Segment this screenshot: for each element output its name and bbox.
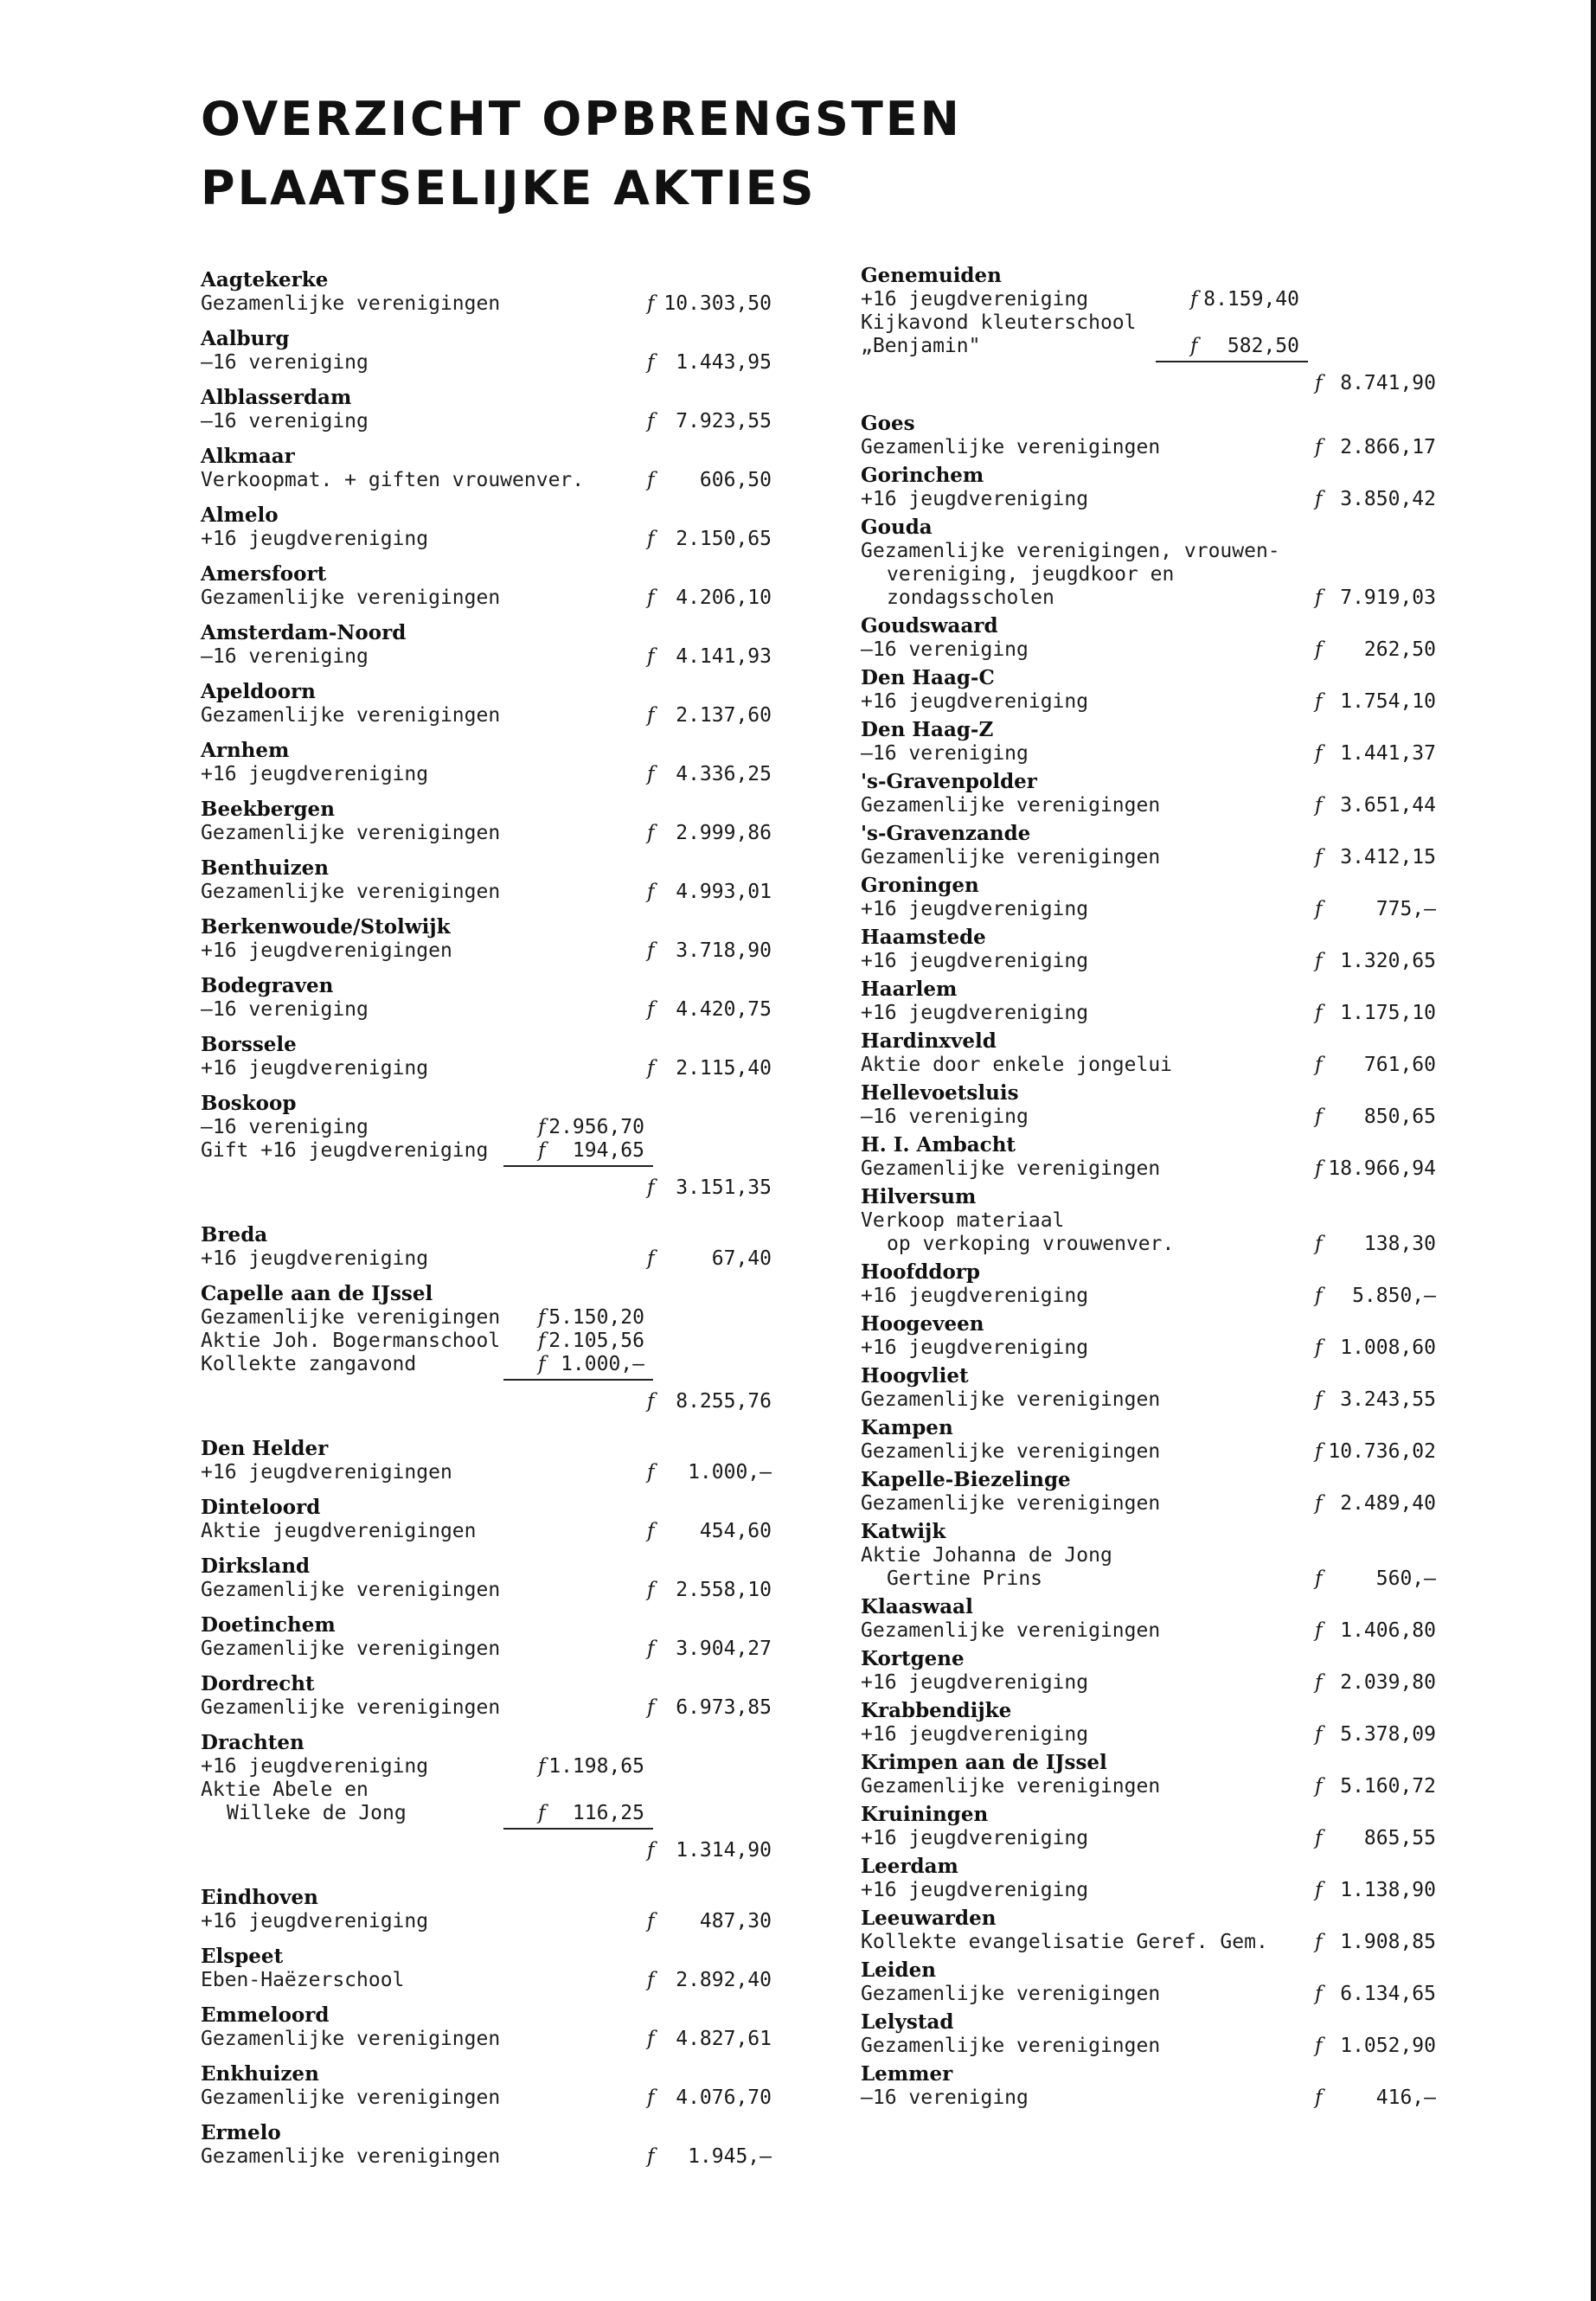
currency-symbol: f — [647, 351, 655, 374]
entry-line: +16 jeugdvereniging — [201, 1247, 429, 1270]
entry-line: —16 vereniging — [201, 998, 369, 1021]
amount: 2.115,40 — [676, 1057, 772, 1080]
entry-line: „Benjamin" — [861, 335, 981, 357]
entry-line: +16 jeugdvereniging — [201, 1755, 429, 1778]
currency-symbol: f — [647, 528, 655, 550]
entry-line: +16 jeugdvereniging — [201, 763, 429, 785]
place-name: Boskoop — [201, 1092, 297, 1115]
currency-symbol: f — [647, 645, 655, 668]
place-name: Gouda — [861, 516, 933, 539]
entry-line: Gezamenlijke verenigingen — [201, 292, 501, 315]
amount: 5.160,72 — [1340, 1775, 1436, 1798]
currency-symbol: f — [538, 1306, 546, 1329]
currency-symbol: f — [1315, 1827, 1323, 1849]
currency-symbol: f — [1315, 1054, 1323, 1076]
sub-amount: 2.956,70 — [548, 1116, 644, 1138]
entry-line: Kollekte evangelisatie Geref. Gem. — [861, 1931, 1268, 1953]
currency-symbol: f — [1315, 586, 1323, 609]
currency-symbol: f — [1315, 1619, 1323, 1642]
place-name: Eindhoven — [201, 1886, 318, 1909]
entry-line: +16 jeugdvereniging — [861, 1285, 1089, 1307]
place-name: Borssele — [201, 1033, 297, 1056]
amount: 6.134,65 — [1340, 1983, 1436, 2005]
place-name: 's-Gravenzande — [861, 822, 1031, 845]
entry-line: Gezamenlijke verenigingen — [201, 1306, 501, 1329]
amount: 2.866,17 — [1340, 436, 1436, 458]
currency-symbol: f — [1315, 1285, 1323, 1307]
amount: 4.993,01 — [676, 881, 772, 903]
amount: 2.489,40 — [1340, 1492, 1436, 1515]
currency-symbol: f — [1315, 690, 1323, 713]
page-edge-bar — [1591, 0, 1596, 2301]
entry-line: Gezamenlijke verenigingen — [861, 1619, 1161, 1642]
entry-line: Gezamenlijke verenigingen — [201, 2145, 501, 2168]
entry-line: +16 jeugdvereniging — [201, 528, 429, 550]
place-name: Krimpen aan de IJssel — [861, 1751, 1107, 1774]
amount: 1.443,95 — [676, 351, 772, 374]
currency-symbol: f — [1190, 288, 1198, 311]
amount: 3.243,55 — [1340, 1388, 1436, 1411]
amount: 67,40 — [711, 1247, 772, 1270]
place-name: Drachten — [201, 1731, 304, 1754]
entry-line: zondagsscholen — [887, 586, 1054, 609]
entry-line: Gezamenlijke verenigingen — [201, 2028, 501, 2050]
amount: 4.206,10 — [676, 586, 772, 609]
place-name: Den Haag-Z — [861, 718, 994, 741]
place-name: Elspeet — [201, 1945, 284, 1968]
amount: 3.850,42 — [1340, 488, 1436, 510]
amount: 761,60 — [1363, 1054, 1436, 1076]
currency-symbol: f — [1315, 1106, 1323, 1128]
entry-line: Gezamenlijke verenigingen — [201, 704, 501, 727]
place-name: Lemmer — [861, 2062, 953, 2086]
place-name: Almelo — [201, 503, 279, 527]
entry-line: —16 vereniging — [201, 645, 369, 668]
place-name: Leiden — [861, 1958, 936, 1982]
place-name: Aalburg — [201, 327, 290, 350]
place-name: Den Haag-C — [861, 666, 995, 689]
place-name: Kortgene — [861, 1647, 965, 1670]
currency-symbol: f — [1315, 1983, 1323, 2005]
amount: 2.039,80 — [1340, 1671, 1436, 1694]
place-name: Klaaswaal — [861, 1595, 973, 1618]
amount: 2.137,60 — [676, 704, 772, 727]
place-name: Gorinchem — [861, 464, 984, 487]
currency-symbol: f — [1315, 1440, 1323, 1463]
place-name: Hoogvliet — [861, 1364, 969, 1388]
currency-symbol: f — [647, 1057, 655, 1080]
entry-line: Gezamenlijke verenigingen — [201, 1696, 501, 1719]
place-name: Apeldoorn — [201, 680, 316, 703]
amount: 10.736,02 — [1328, 1440, 1436, 1463]
place-name: H. I. Ambacht — [861, 1133, 1016, 1157]
place-name: Kruiningen — [861, 1803, 989, 1826]
amount: 4.076,70 — [676, 2086, 772, 2109]
entry-line: +16 jeugdvereniging — [861, 1002, 1089, 1024]
sub-amount: 582,50 — [1227, 335, 1299, 357]
place-name: Arnhem — [201, 739, 290, 762]
currency-symbol: f — [1315, 1233, 1323, 1255]
currency-symbol: f — [1315, 2086, 1323, 2109]
title-line-2: PLAATSELIJKE AKTIES — [201, 161, 817, 215]
entry-line: Gezamenlijke verenigingen — [861, 1983, 1161, 2005]
entry-line: Gezamenlijke verenigingen — [861, 1492, 1161, 1515]
currency-symbol: f — [1315, 1336, 1323, 1359]
amount: 2.150,65 — [676, 528, 772, 550]
place-name: Hellevoetsluis — [861, 1081, 1019, 1105]
entry-line: Gift +16 jeugdvereniging — [201, 1139, 489, 1162]
currency-symbol: f — [1315, 1388, 1323, 1411]
place-name: Dinteloord — [201, 1496, 321, 1519]
sub-amount: 1.000,— — [561, 1353, 644, 1375]
entry-line: —16 vereniging — [861, 742, 1029, 765]
currency-symbol: f — [647, 1839, 655, 1862]
currency-symbol: f — [538, 1116, 546, 1138]
currency-symbol: f — [1315, 372, 1323, 394]
currency-symbol: f — [647, 822, 655, 844]
entry-line: —16 vereniging — [201, 1116, 369, 1138]
place-name: Berkenwoude/Stolwijk — [201, 915, 451, 939]
amount: 4.420,75 — [676, 998, 772, 1021]
currency-symbol: f — [1315, 950, 1323, 972]
entry-line: +16 jeugdvereniging — [861, 950, 1089, 972]
place-name: Hilversum — [861, 1185, 977, 1208]
currency-symbol: f — [538, 1802, 546, 1824]
entry-line: Aktie Johanna de Jong — [861, 1544, 1112, 1567]
amount: 560,— — [1375, 1567, 1436, 1590]
currency-symbol: f — [647, 1969, 655, 1991]
currency-symbol: f — [647, 2145, 655, 2168]
place-name: Amersfoort — [201, 562, 327, 586]
currency-symbol: f — [647, 1520, 655, 1542]
currency-symbol: f — [1315, 794, 1323, 817]
amount: 10.303,50 — [663, 292, 772, 315]
entry-line: +16 jeugdvereniging — [861, 690, 1089, 713]
amount: 262,50 — [1363, 638, 1436, 661]
place-name: Katwijk — [861, 1520, 946, 1543]
entry-line: Gezamenlijke verenigingen, vrouwen- — [861, 540, 1280, 562]
entry-line: Gezamenlijke verenigingen — [861, 1388, 1161, 1411]
entry-line: +16 jeugdvereniging — [861, 1879, 1089, 1901]
total-amount: 8.741,90 — [1340, 372, 1436, 394]
currency-symbol: f — [1315, 846, 1323, 868]
entry-line: Aktie Joh. Bogermanschool — [201, 1330, 501, 1352]
amount: 138,30 — [1363, 1233, 1436, 1255]
currency-symbol: f — [647, 1579, 655, 1601]
amount: 850,65 — [1363, 1106, 1436, 1128]
amount: 4.141,93 — [676, 645, 772, 668]
place-name: Aagtekerke — [201, 268, 329, 292]
place-name: Leeuwarden — [861, 1907, 997, 1930]
amount: 18.966,94 — [1328, 1157, 1436, 1180]
entry-line: op verkoping vrouwenver. — [887, 1233, 1175, 1255]
place-name: Alkmaar — [201, 445, 295, 468]
entry-line: +16 jeugdvereniging — [861, 1336, 1089, 1359]
place-name: Dordrecht — [201, 1672, 315, 1695]
amount: 1.052,90 — [1340, 2035, 1436, 2057]
sub-amount: 5.150,20 — [548, 1306, 644, 1329]
currency-symbol: f — [1315, 436, 1323, 458]
amount: 1.406,80 — [1340, 1619, 1436, 1642]
place-name: Bodegraven — [201, 974, 334, 997]
currency-symbol: f — [647, 1247, 655, 1270]
place-name: Haarlem — [861, 977, 958, 1001]
entry-line: Gezamenlijke verenigingen — [861, 1775, 1161, 1798]
place-name: Groningen — [861, 874, 979, 897]
entry-line: Aktie door enkele jongelui — [861, 1054, 1173, 1076]
total-amount: 3.151,35 — [676, 1176, 772, 1199]
entry-line: Verkoop materiaal — [861, 1209, 1065, 1232]
entry-line: Aktie jeugdverenigingen — [201, 1520, 477, 1542]
amount: 2.558,10 — [676, 1579, 772, 1601]
entry-line: Gezamenlijke verenigingen — [201, 1579, 501, 1601]
place-name: Genemuiden — [861, 264, 1002, 287]
place-name: Enkhuizen — [201, 2062, 319, 2086]
currency-symbol: f — [1315, 1157, 1323, 1180]
amount: 1.908,85 — [1340, 1931, 1436, 1953]
amount: 5.850,— — [1352, 1285, 1436, 1307]
amount: 454,60 — [699, 1520, 772, 1542]
amount: 1.441,37 — [1340, 742, 1436, 765]
place-name: Kampen — [861, 1416, 953, 1439]
entry-line: —16 vereniging — [201, 351, 369, 374]
amount: 487,30 — [699, 1910, 772, 1932]
entry-line: Gertine Prins — [887, 1567, 1043, 1590]
place-name: Hoofddorp — [861, 1260, 981, 1284]
amount: 1.320,65 — [1340, 950, 1436, 972]
place-name: Hardinxveld — [861, 1029, 997, 1053]
place-name: Alblasserdam — [201, 386, 352, 409]
amount: 7.923,55 — [676, 410, 772, 433]
entry-line: +16 jeugdverenigingen — [201, 939, 452, 962]
place-name: Den Helder — [201, 1437, 329, 1460]
entry-line: +16 jeugdvereniging — [861, 898, 1089, 920]
total-amount: 1.314,90 — [676, 1839, 772, 1862]
currency-symbol: f — [1315, 1567, 1323, 1590]
currency-symbol: f — [647, 763, 655, 785]
amount: 2.999,86 — [676, 822, 772, 844]
amount: 1.754,10 — [1340, 690, 1436, 713]
currency-symbol: f — [647, 939, 655, 962]
place-name: Kapelle-Biezelinge — [861, 1468, 1071, 1491]
sub-amount: 194,65 — [572, 1139, 644, 1162]
entry-line: +16 jeugdvereniging — [861, 488, 1089, 510]
entry-line: +16 jeugdvereniging — [861, 1723, 1089, 1746]
place-name: Capelle aan de IJssel — [201, 1282, 433, 1305]
currency-symbol: f — [647, 1696, 655, 1719]
entry-line: —16 vereniging — [861, 638, 1029, 661]
entry-line: +16 jeugdvereniging — [201, 1057, 429, 1080]
entry-line: Kollekte zangavond — [201, 1353, 417, 1375]
entry-line: Gezamenlijke verenigingen — [861, 436, 1161, 458]
place-name: Dirksland — [201, 1554, 311, 1578]
currency-symbol: f — [647, 469, 655, 491]
amount: 3.718,90 — [676, 939, 772, 962]
currency-symbol: f — [647, 1461, 655, 1484]
amount: 1.138,90 — [1340, 1879, 1436, 1901]
place-name: 's-Gravenpolder — [861, 770, 1037, 793]
amount: 5.378,09 — [1340, 1723, 1436, 1746]
currency-symbol: f — [647, 1176, 655, 1199]
currency-symbol: f — [538, 1330, 546, 1352]
currency-symbol: f — [647, 998, 655, 1021]
place-name: Krabbendijke — [861, 1699, 1012, 1722]
currency-symbol: f — [1315, 2035, 1323, 2057]
amount: 4.336,25 — [676, 763, 772, 785]
subtotal-rule — [1156, 361, 1308, 362]
currency-symbol: f — [1315, 1723, 1323, 1746]
entry-line: Gezamenlijke verenigingen — [861, 794, 1161, 817]
amount: 1.175,10 — [1340, 1002, 1436, 1024]
currency-symbol: f — [1315, 1492, 1323, 1515]
currency-symbol: f — [647, 704, 655, 727]
entry-line: +16 jeugdvereniging — [861, 1827, 1089, 1849]
place-name: Leerdam — [861, 1855, 958, 1878]
amount: 775,— — [1375, 898, 1436, 920]
entry-line: Willeke de Jong — [227, 1802, 407, 1824]
place-name: Goes — [861, 412, 915, 435]
currency-symbol: f — [538, 1353, 546, 1375]
entry-line: Verkoopmat. + giften vrouwenver. — [201, 469, 585, 491]
currency-symbol: f — [1315, 488, 1323, 510]
amount: 606,50 — [699, 469, 772, 491]
place-name: Benthuizen — [201, 856, 330, 880]
amount: 865,55 — [1363, 1827, 1436, 1849]
currency-symbol: f — [1315, 638, 1323, 661]
entry-line: +16 jeugdvereniging — [861, 1671, 1089, 1694]
entry-line: Gezamenlijke verenigingen — [201, 2086, 501, 2109]
sub-amount: 2.105,56 — [548, 1330, 644, 1352]
entry-line: +16 jeugdvereniging — [861, 288, 1089, 311]
amount: 2.892,40 — [676, 1969, 772, 1991]
sub-amount: 8.159,40 — [1203, 288, 1299, 311]
currency-symbol: f — [1315, 1775, 1323, 1798]
sub-amount: 116,25 — [572, 1802, 644, 1824]
currency-symbol: f — [647, 2028, 655, 2050]
amount: 1.945,— — [688, 2145, 772, 2168]
amount: 3.412,15 — [1340, 846, 1436, 868]
place-name: Doetinchem — [201, 1613, 336, 1637]
title-line-1: OVERZICHT OPBRENGSTEN — [201, 92, 962, 146]
entry-line: Gezamenlijke verenigingen — [201, 1638, 501, 1660]
amount: 416,— — [1375, 2086, 1436, 2109]
entry-line: Gezamenlijke verenigingen — [861, 1157, 1161, 1180]
currency-symbol: f — [538, 1139, 546, 1162]
amount: 3.904,27 — [676, 1638, 772, 1660]
currency-symbol: f — [1315, 898, 1323, 920]
entry-line: Eben-Haëzerschool — [201, 1969, 405, 1991]
place-name: Ermelo — [201, 2121, 281, 2144]
place-name: Lelystad — [861, 2010, 954, 2034]
entry-line: Aktie Abele en — [201, 1779, 369, 1801]
currency-symbol: f — [538, 1755, 546, 1778]
entry-line: +16 jeugdvereniging — [201, 1910, 429, 1932]
place-name: Emmeloord — [201, 2003, 330, 2027]
amount: 1.000,— — [688, 1461, 772, 1484]
currency-symbol: f — [1315, 1671, 1323, 1694]
entry-line: —16 vereniging — [201, 410, 369, 433]
currency-symbol: f — [647, 2086, 655, 2109]
place-name: Hoogeveen — [861, 1312, 984, 1336]
currency-symbol: f — [1190, 335, 1198, 357]
amount: 3.651,44 — [1340, 794, 1436, 817]
currency-symbol: f — [1315, 1002, 1323, 1024]
entry-line: —16 vereniging — [861, 1106, 1029, 1128]
currency-symbol: f — [647, 292, 655, 315]
entry-line: Kijkavond kleuterschool — [861, 311, 1137, 334]
currency-symbol: f — [647, 1638, 655, 1660]
place-name: Haamstede — [861, 926, 986, 949]
place-name: Goudswaard — [861, 614, 998, 638]
entry-line: —16 vereniging — [861, 2086, 1029, 2109]
currency-symbol: f — [647, 881, 655, 903]
entry-line: Gezamenlijke verenigingen — [861, 846, 1161, 868]
entry-line: Gezamenlijke verenigingen — [861, 1440, 1161, 1463]
currency-symbol: f — [647, 1390, 655, 1413]
entry-line: Gezamenlijke verenigingen — [201, 586, 501, 609]
place-name: Amsterdam-Noord — [201, 621, 407, 644]
currency-symbol: f — [1315, 1931, 1323, 1953]
total-amount: 8.255,76 — [676, 1390, 772, 1413]
place-name: Beekbergen — [201, 798, 335, 821]
currency-symbol: f — [1315, 1879, 1323, 1901]
sub-amount: 1.198,65 — [548, 1755, 644, 1778]
entry-line: Gezamenlijke verenigingen — [861, 2035, 1161, 2057]
entry-line: vereniging, jeugdkoor en — [887, 563, 1175, 586]
amount: 1.008,60 — [1340, 1336, 1436, 1359]
currency-symbol: f — [647, 1910, 655, 1932]
entry-line: Gezamenlijke verenigingen — [201, 881, 501, 903]
entry-line: Gezamenlijke verenigingen — [201, 822, 501, 844]
currency-symbol: f — [647, 410, 655, 433]
amount: 7.919,03 — [1340, 586, 1436, 609]
amount: 6.973,85 — [676, 1696, 772, 1719]
entry-line: +16 jeugdverenigingen — [201, 1461, 452, 1484]
currency-symbol: f — [647, 586, 655, 609]
currency-symbol: f — [1315, 742, 1323, 765]
place-name: Breda — [201, 1223, 268, 1247]
amount: 4.827,61 — [676, 2028, 772, 2050]
